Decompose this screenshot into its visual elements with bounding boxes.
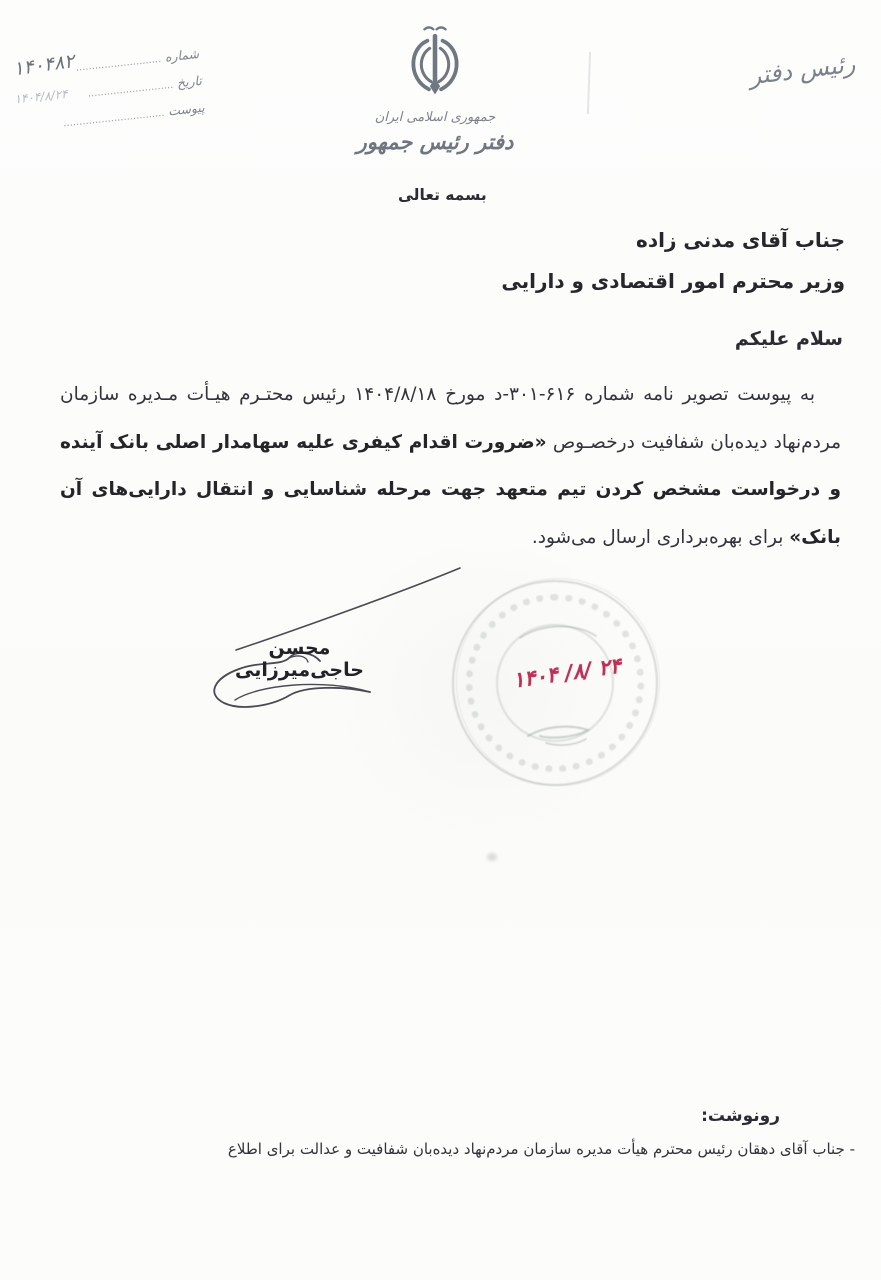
ref-attachment-label: پیوست xyxy=(167,99,206,119)
head-office-annotation: رئیس دفتر xyxy=(747,49,857,91)
letterhead-office: دفتر رئیس جمهور xyxy=(356,130,514,154)
ref-number-label: شماره xyxy=(164,46,200,65)
salutation: سلام علیکم xyxy=(734,328,843,350)
ref-date-label: تاریخ xyxy=(176,72,203,91)
body-text-close: برای بهره‌برداری ارسال می‌شود. xyxy=(531,526,790,548)
ref-attachment-dots: ................................ xyxy=(62,107,165,130)
ref-number-handwritten-value: ۱۴۰۴۸۲ xyxy=(11,50,76,81)
signatory-name: محسن حاجی‌میرزایی xyxy=(235,637,364,681)
body-text-subject-bold: «ضرورت اقدام کیفری علیه سهامدار اصلی بانک آینده و درخواست مشخص کردن تیم متعهد جهت مرحله شناسایی و انتقال دارایی‌های آن بانک» xyxy=(60,431,841,548)
besmeleh-heading: بسمه تعالی xyxy=(398,186,487,204)
ref-date-handwritten-value: ۱۴۰۴/۸/۲۴ xyxy=(13,86,69,107)
ref-date-dots: ........................... xyxy=(87,79,174,100)
addressee-name: جناب آقای مدنی زاده xyxy=(636,228,845,252)
ref-number-dots: ........................... xyxy=(75,53,162,74)
iran-national-emblem-icon xyxy=(397,24,473,106)
scan-smudge-artifact xyxy=(486,852,498,862)
addressee-title: وزیر محترم امور اقتصادی و دارایی xyxy=(501,269,845,293)
scan-scratch-artifact xyxy=(587,52,591,114)
letter-body-paragraph xyxy=(60,371,841,561)
stamp-received-date: ۱۴۰۴ /۸/ ۲۴ xyxy=(511,653,623,693)
letterhead-block xyxy=(330,24,540,154)
addressee-block xyxy=(501,220,845,302)
body-text-lead: به پیوست تصویر نامه شماره ۶۱۶-۳۰۱-د مورخ ۱۴۰۴/۸/۱۸ رئیس محتـرم هیـأت مـدیره سازمان مردم‌نهاد دیده‌بان شفافیت درخصـوص xyxy=(60,384,841,453)
reference-fields-block xyxy=(9,46,206,146)
cc-heading: رونوشت: xyxy=(701,1106,780,1126)
cc-recipient-line: - جناب آقای دهقان رئیس محترم هیأت مدیره سازمان مردم‌نهاد دیده‌بان شفافیت و عدالت برای اطلاع xyxy=(227,1140,855,1158)
letterhead-country: جمهوری اسلامی ایران xyxy=(374,110,496,125)
